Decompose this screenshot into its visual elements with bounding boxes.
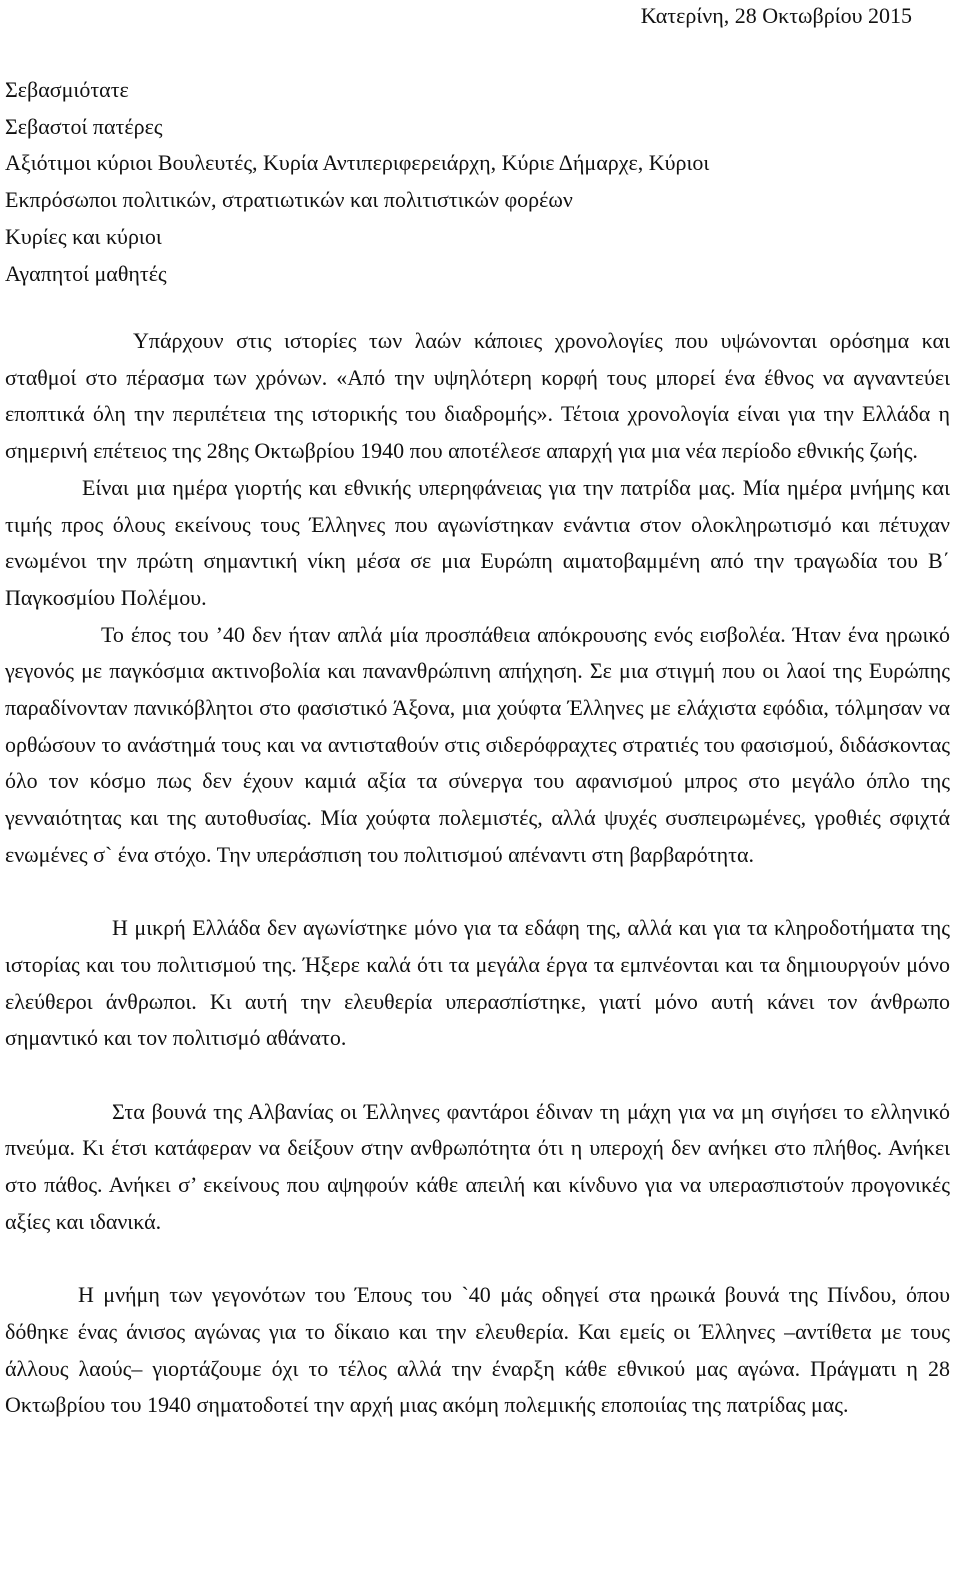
body-paragraph: Η μνήμη των γεγονότων του Έπους του `40 μάς οδηγεί στα ηρωικά βουνά της Πίνδου, όπου δόθηκε ένας άνισος αγώνας για το δίκαιο και την ελευθερία. Και εμείς οι Έλληνες –αντίθετα με τους άλλους λαούς– γιορτάζουμε όχι το τέλος αλλά την έναρξη κάθε εθνικού μας αγώνα. Πράγματι η 28 Οκτωβρίου του 1940 σηματοδοτεί την αρχή μιας ακόμη πολεμικής εποποιίας της πατρίδας μας. xyxy=(5,1282,950,1418)
body-paragraph: Είναι μια ημέρα γιορτής και εθνικής υπερηφάνειας για την πατρίδα μας. Μία ημέρα μνήμης και τιμής προς όλους εκείνους τους Έλληνες που αγωνίστηκαν ενάντια στον ολοκληρωτισμό και πέτυχαν ενωμένοι την πρώτη σημαντική νίκη μέσα σε μια Ευρώπη αιματοβαμμένη από την τραγωδία του Β΄ Παγκοσμίου Πολέμου. xyxy=(5,474,950,610)
salutation-line: Σεβασμιότατε xyxy=(5,77,129,102)
speech-body xyxy=(5,323,950,1424)
body-paragraph: Η μικρή Ελλάδα δεν αγωνίστηκε μόνο για τα εδάφη της, αλλά και για τα κληροδοτήματα της ιστορίας και του πολιτισμού της. Ήξερε καλά ότι τα μεγάλα έργα τα εμπνέονται και τα δημιουργούν μόνο ελεύθεροι άνθρωποι. Κι αυτή την ελευθερία υπερασπίστηκε, γιατί μόνο αυτή κάνει τον άνθρωπο σημαντικό και τον πολιτισμό αθάνατο. xyxy=(5,915,950,1051)
salutation-block xyxy=(5,72,950,292)
body-paragraph: Υπάρχουν στις ιστορίες των λαών κάποιες χρονολογίες που υψώνονται ορόσημα και σταθμοί στο πέρασμα των χρόνων. «Από την υψηλότερη κορφή τους μπορεί ένα έθνος να αγναντεύει εποπτικά όλη την περιπέτεια της ιστορικής του διαδρομής». Τέτοια χρονολογία είναι για την Ελλάδα η σημερινή επέτειος της 28ης Οκτωβρίου 1940 που αποτέλεσε απαρχή για μια νέα περίοδο εθνικής ζωής. xyxy=(5,328,950,464)
dateline: Κατερίνη, 28 Οκτωβρίου 2015 xyxy=(640,3,912,28)
salutation-line: Σεβαστοί πατέρες xyxy=(5,113,163,139)
salutation-line: Κυρίες και κύριοι xyxy=(5,223,162,249)
body-paragraph: Το έπος του ’40 δεν ήταν απλά μία προσπάθεια απόκρουσης ενός εισβολέα. Ήταν ένα ηρωικό γεγονός με παγκόσμια ακτινοβολία και πανανθρώπινη απήχηση. Σε μια στιγμή που οι λαοί της Ευρώπης παραδίνονταν πανικόβλητοι στο φασιστικό Άξονα, μια χούφτα Έλληνες με ελάχιστα εφόδια, τόλμησαν να ορθώσουν το ανάστημά τους και να αντισταθούν στις σιδερόφραχτες στρατιές του φασισμού, διδάσκοντας όλο τον κόσμο πως δεν έχουν καμιά αξία τα σύνεργα του αφανισμού μπρος στο μεγάλο όπλο της γενναιότητας και της αυτοθυσίας. Μία χούφτα πολεμιστές, αλλά ψυχές συσπειρωμένες, γροθιές σφιχτά ενωμένες σ` ένα στόχο. Την υπεράσπιση του πολιτισμού απέναντι στη βαρβαρότητα. xyxy=(5,621,950,867)
salutation-line: Αγαπητοί μαθητές xyxy=(5,260,167,286)
salutation-line: Εκπρόσωποι πολιτικών, στρατιωτικών και πολιτιστικών φορέων xyxy=(5,187,573,213)
body-paragraph: Στα βουνά της Αλβανίας οι Έλληνες φαντάροι έδιναν τη μάχη για να μη σιγήσει το ελληνικό πνεύμα. Κι έτσι κατάφεραν να δείξουν στην ανθρωπότητα ότι η υπεροχή δεν ανήκει στο πλήθος. Ανήκει στο πάθος. Ανήκει σ’ εκείνους που αψηφούν κάθε απειλή και κίνδυνο για να υπερασπιστούν προγονικές αξίες και ιδανικά. xyxy=(5,1098,950,1234)
salutation-line: Αξιότιμοι κύριοι Βουλευτές, Κυρία Αντιπεριφερειάρχη, Κύριε Δήμαρχε, Κύριοι xyxy=(5,150,710,176)
